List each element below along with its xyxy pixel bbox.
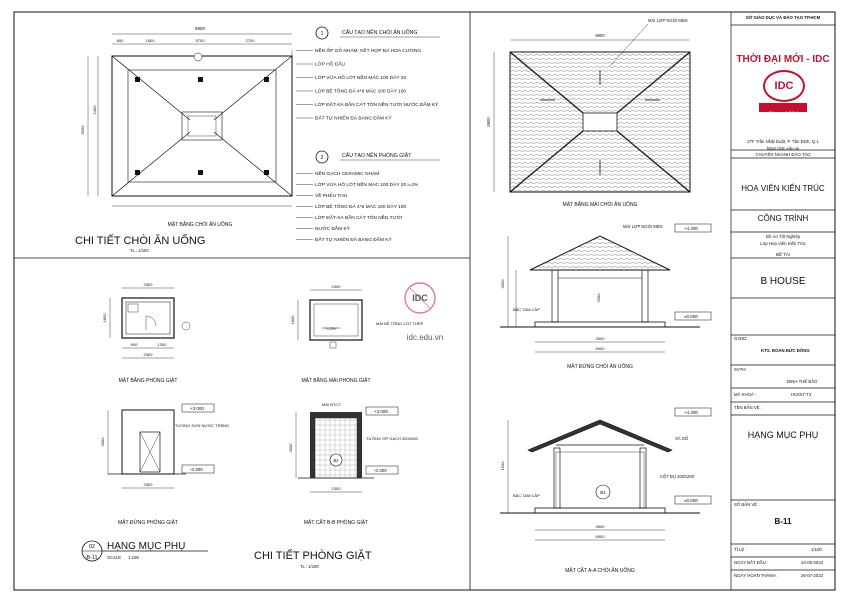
roof-dim-w: 2300: [331, 284, 341, 289]
level-top: +4.300: [684, 226, 698, 231]
tb-since: Since 1994: [767, 112, 799, 118]
tb-website: https://idc.edu.vn: [766, 146, 800, 151]
tb-instructor-label: GVHD:: [734, 336, 748, 341]
laundry-dim-w2: 2300: [143, 352, 153, 357]
elev-level-top: +3.000: [190, 406, 204, 411]
tb-address: 27F Trần Nhật Duật, P. Tân Định, Q.1: [747, 139, 819, 144]
dim-bay: 2700: [245, 38, 255, 43]
layer-item: LỚP VỮA HỒ LÓT NỀN MÁC 100 DÀY 20 i=2%: [315, 183, 419, 188]
roof-dim-d: 1800: [290, 315, 295, 325]
layer-item: NỀN GẠCH CERAMIC NHÁM: [315, 172, 380, 177]
tb-sheet-number: B-11: [774, 517, 792, 526]
dim-bay2: 2400: [92, 105, 97, 115]
elev-roof-tag: MÁI LỢP NGÓI MEN: [623, 224, 663, 229]
laundry-section: [296, 412, 374, 492]
tb-school: THỜI ĐẠI MỚI - IDC: [736, 54, 830, 65]
dim-elev-h1: 4500: [500, 279, 505, 289]
gazebo-plan: [88, 34, 292, 206]
laundry-elev-caption: MẶT ĐỨNG PHÒNG GIẶT: [117, 520, 179, 526]
dim-roof-w: 6900: [595, 33, 605, 38]
floor1-layer-list: [296, 47, 439, 122]
laundry-elevation: [108, 410, 186, 488]
roof-layer-tag: MÁI LỢP NGÓI MEN: [648, 18, 688, 23]
laundry-dim-p1: 900: [130, 342, 138, 347]
sec2-level-top: +3.000: [374, 409, 388, 414]
laundry-title: CHI TIẾT PHÒNG GIẶT: [254, 550, 372, 562]
elev-dim-w: 2300: [143, 482, 153, 487]
sheet-label-title: HẠNG MỤC PHỤ: [107, 541, 186, 552]
gazebo-plan-caption: MẶT BẰNG CHÒI ĂN UỐNG: [167, 222, 233, 228]
floor1-tag-num: 1: [320, 31, 324, 37]
column-label: CỘT ĐỤ 200X200: [660, 474, 694, 479]
level-base: ±0.000: [684, 314, 698, 319]
roof-slope: i=2%: [326, 326, 336, 331]
tb-topic: B HOUSE: [760, 276, 806, 287]
tb-project-line2: Lớp Hoạ Viên Kiến Trúc: [760, 241, 806, 246]
dim-elev-total: 6900: [595, 346, 605, 351]
elevation-caption: MẶT ĐỨNG CHÒI ĂN UỐNG: [567, 364, 633, 370]
layer-item: NỀN ỐP GỖ NHÁM, KẾT HỢP ĐÁ HOA CƯƠNG: [315, 49, 422, 54]
laundry-roof-plan: [298, 290, 362, 348]
dim-col: 1500: [145, 38, 155, 43]
section-tag: B1: [600, 490, 606, 495]
layer-item: VỀ PHỄU THU: [315, 194, 348, 199]
floor2-title: CẤU TẠO NỀN PHÒNG GIẶT: [342, 153, 412, 159]
layer-item: NƯỚC ĐẦM KỸ: [315, 227, 350, 232]
layer-item: LỚP BÊ TÔNG ĐÁ 4*6 MÁC 100 DÀY 100: [315, 205, 407, 210]
sec-dim-w: 2300: [331, 486, 341, 491]
slab-label: MÁI BTCT: [322, 402, 341, 407]
sheet-label-scale-label: SCALE: [107, 555, 122, 560]
layer-item: LỚP BÊ TÔNG ĐÁ 4*6 MÁC 100 DÀY 100: [315, 89, 407, 95]
sec2-level-base: -0.300: [374, 468, 387, 473]
tb-instructor: KTS. ĐOÀN ĐỨC ĐÔNG: [761, 348, 810, 353]
tb-logo-text: IDC: [774, 80, 794, 92]
tb-topic-label: ĐỀ TÀI: [776, 252, 790, 257]
sheet-label-num: 02: [88, 544, 96, 550]
gazebo-title: CHI TIẾT CHÒI ĂN UỐNG: [75, 235, 206, 247]
tile-label: TƯỜNG ỐP GẠCH 300X600: [366, 436, 418, 441]
tb-student: ĐINH THẾ BẢO: [787, 379, 818, 384]
floor1-title: CẤU TẠO NỀN CHÒI ĂN UỐNG: [342, 30, 418, 36]
sec-level-top: +4.300: [684, 410, 698, 415]
tb-start-label: NGÀY BẮT ĐẦU :: [734, 560, 769, 565]
sec-level-base: ±0.000: [684, 498, 698, 503]
dim-plan-h: 6900: [80, 125, 85, 135]
layer-item: LỚP ĐẤT-XÀ BẦN CÁT TÔN NỀN TƯỚI: [315, 216, 403, 221]
dim-side: 600: [116, 38, 124, 43]
tb-project-line1: Đồ Án Tốt Nghiệp: [765, 234, 801, 239]
rafter-label: XÀ GỖ: [675, 436, 689, 441]
tb-department: HOẠ VIÊN KIẾN TRÚC: [741, 184, 825, 193]
tb-end-label: NGÀY HOÀN THÀNH :: [734, 573, 779, 578]
laundry-section-caption: MẶT CẮT B-B PHÒNG GIẶT: [303, 520, 369, 526]
gazebo-scale: TL : 1/100: [130, 248, 149, 253]
tb-department-label: CHUYÊN NGÀNH ĐÀO TẠO: [755, 152, 811, 157]
wall-paint-label: TƯỜNG SƠN NƯỚC TRẮNG: [175, 423, 230, 428]
sheet-label-scale: 1:100: [128, 555, 139, 560]
gazebo-section: [500, 420, 700, 540]
section-caption: MẶT CẮT A-A CHÒI ĂN UỐNG: [565, 568, 635, 574]
dim-sec-h: 1500: [500, 461, 505, 471]
tb-logo: [763, 70, 805, 102]
roof-slab-label: MÁI BÊ TÔNG CỐT THÉP: [376, 321, 424, 326]
dim-roof-h: 6900: [486, 117, 491, 127]
sheet-label-sheet: B-11: [86, 555, 98, 561]
layer-item: LỚP ĐẤT-XÀ BẦN CÁT TÔN NỀN TƯỚI NƯỚC ĐẦM KỸ: [315, 103, 439, 108]
laundry-dim-p2: 1300: [157, 342, 167, 347]
tb-scale: 1/100: [811, 547, 822, 552]
sec-dim-h: 3000: [288, 443, 293, 453]
tb-drawing-label: TÊN BẢN VẼ :: [734, 405, 762, 410]
layer-item: LỚP HỒ DẦU: [315, 62, 345, 68]
laundry-dim-d: 1800: [102, 313, 107, 323]
watermark-url: idc.edu.vn: [406, 333, 444, 342]
watermark-brand: IDC: [412, 293, 428, 303]
tb-sheet-label: SỐ BẢN VẼ :: [734, 502, 760, 507]
steps-label-2: BẬC TAM CẤP: [513, 493, 540, 498]
dim-sec-span: 4500: [595, 524, 605, 529]
tb-project-label: CÔNG TRÌNH: [757, 214, 809, 223]
laundry-roof-caption: MẶT BẰNG MÁI PHÒNG GIẶT: [301, 378, 371, 384]
tb-start: 24-05-2023: [801, 560, 823, 565]
floor2-tag-num: 2: [320, 155, 324, 161]
gazebo-roof-plan: [494, 40, 690, 192]
tb-authority: SỞ GIÁO DỤC VÀ ĐÀO TẠO TP.HCM: [745, 15, 821, 20]
roof-plan-caption: MẶT BẰNG MÁI CHÒI ĂN UỐNG: [562, 202, 638, 208]
dim-elev-span: 4500: [595, 336, 605, 341]
tb-student-label: SVTH:: [734, 367, 747, 372]
tb-end: 26-07-2023: [801, 573, 823, 578]
tb-class-label: MÃ KHOÁ :: [734, 392, 757, 397]
title-block: [731, 12, 835, 590]
elev-level-base: -0.300: [190, 467, 203, 472]
laundry-plan-caption: MẶT BẰNG PHÒNG GIẶT: [118, 378, 178, 384]
tb-scale-label: TỈ LỆ :: [734, 547, 747, 552]
layer-item: LỚP VỮA HỒ LÓT NỀN MÁC 100 DÀY 20: [315, 76, 407, 81]
layer-item: ĐẤT TỰ NHIÊN ĐÃ BANG ĐẦM KỸ: [315, 238, 392, 243]
tb-class-code: HCK67-T3: [791, 392, 812, 397]
laundry-plan: [110, 288, 190, 358]
tb-drawing-name: HẠNG MỤC PHỤ: [747, 430, 819, 440]
laundry-section-tag: B2: [333, 458, 339, 463]
laundry-scale: TL : 1/100: [300, 564, 319, 569]
steps-label: BẬC TAM CẤP: [513, 307, 540, 312]
dim-sec-total: 6900: [595, 534, 605, 539]
elev-dim-h: 3000: [100, 437, 105, 447]
laundry-dim-w: 2300: [143, 282, 153, 287]
dim-elev-h2: 2500: [596, 293, 601, 303]
tb-since-badge: [759, 103, 807, 118]
dim-inner: 5700: [195, 38, 205, 43]
dim-total: 6900: [194, 26, 206, 31]
floor2-layer-list: [296, 170, 419, 243]
layer-item: ĐẤT TỰ NHIÊN ĐÃ BANG ĐẦM KỸ: [315, 116, 392, 122]
